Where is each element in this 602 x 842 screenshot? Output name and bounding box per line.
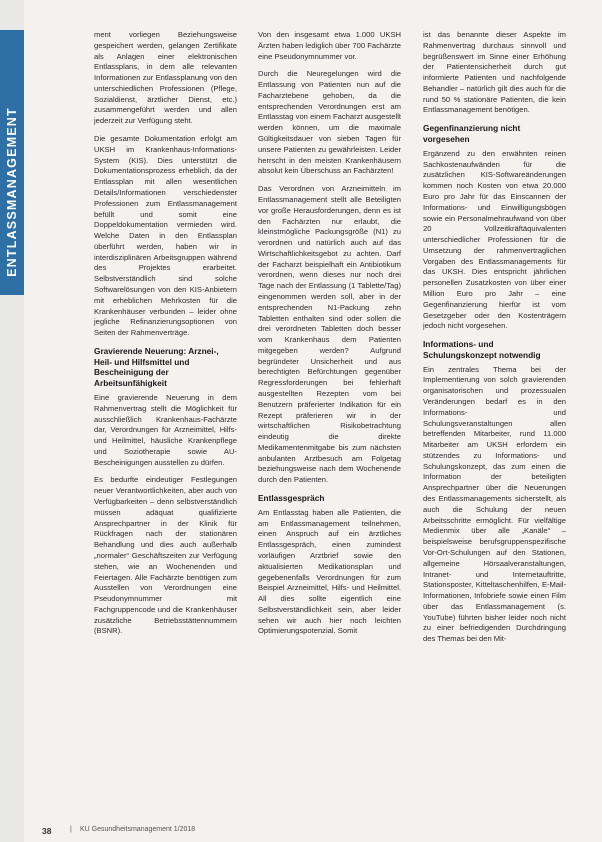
paragraph: ist das benannte dieser Aspekte im Rahmenvertrag durchaus sinnvoll und begrüßenswert im Sinne einer Erhöhung der Patientensicherheit durch gut informierte Patienten und nachfolgende Behandler – natürlich gilt dies auch für die rund 50 % stationäre Patienten, die kein Entlassmanagement benötigen. <box>423 30 566 115</box>
paragraph: Am Entlasstag haben alle Patienten, die am Entlassmanagement teilnehmen, einen Anspruch auf ein ärztliches Entlassgespräch, einen zumindest vorläufigen Arztbrief sowie den aktualisierten Medikationsplan und gegebenenfalls Verordnungen für zum Beispiel Arzneimittel, Hilfs- und Heilmittel. All dies sollte eigentlich eine Selbstverständlichkeit sein, aber leider sehen wir auch hier noch leichten Optimierungspotenzial. Somit <box>258 507 401 636</box>
paragraph: Es bedurfte eindeutiger Festlegungen neuer Verantwortlichkeiten, aber auch von Verfügbarkeiten – denn selbstverständlich müssen adäquat qualifizierte Ansprechpartner in der Klinik für Rückfragen nach der stationären Behandlung und dies auch außerhalb „normaler“ Geschäftszeiten zur Verfügung stehen, wie an Wochenenden und Feiertagen. Alle Fachärzte benötigen zum Ausstellen von Verordnungen eine Pseudonymnummer mit Fachgruppencode und die Krankenhäuser zusätzliche Betriebsstättennummern (BSNR). <box>94 475 237 636</box>
section-label: ENTLASSMANAGEMENT <box>5 107 19 277</box>
paragraph: Die gesamte Dokumentation erfolgt am UKSH im Krankenhaus-Informations-System (KIS). Dies unterstützt die Dokumentationsprozess erheblich, da der Entlassplan mit allen wesentlichen Details/Informationen verschiedenster Professionen zum Entlassmanagement befüllt und somit eine Doppeldokumentation vermieden wird. Welche Daten in den Entlassplan überführt werden, haben wir in interdisziplinären Arbeitsgruppen während des Projektes erarbeitet. Selbstverständlich sind solche Softwarelösungen von den KIS-Anbietern mit erheblichen Mehrkosten für die Krankenhäuser verbunden – leider ohne jegliche Refinanzierungsoptionen von Seiten der Rahmenverträge. <box>94 134 237 338</box>
paragraph: Ergänzend zu den erwähnten reinen Sachkostenaufwänden für die zusätzlichen KIS-Softwareänderungen kommen noch Kosten von etwa 20.000 Euro pro Jahr für das Einscannen der Informations- und Einwilligungsbögen sowie ein Personalmehraufwand von über 20 Vollzeitkräftäquivalenten unterschiedlicher Professionen für die Umsetzung der rahmenvertraglichen Vorgaben des Entlassmanagements für das UKSH. Dies entspricht jährlichen personellen Zusatzkosten von über einer Million Euro pro Jahr – eine Gegenfinanzierung hierfür ist vom Gesetzgeber oder den Kostenträgern jedoch nicht vorgesehen. <box>423 148 566 331</box>
publication-title: KU Gesundheitsmanagement 1/2018 <box>80 826 196 833</box>
paragraph: Von den insgesamt etwa 1.000 UKSH Ärzten haben lediglich über 700 Fachärzte eine Pseudonymnummer vor. <box>258 30 401 61</box>
page-number: 38 <box>42 826 52 836</box>
paragraph: Durch die Neuregelungen wird die Entlassung von Patienten nun auf die Facharztebene gehoben, da die entsprechenden Verordnungen erst am Entlasstag von einem Facharzt ausgestellt werden können, um die maximale Gültigkeitsdauer von sieben Tagen für unsere Patienten zu gewährleisten. Leider herrscht in den meisten Krankenhäusern absolut kein Überschuss an Fachärzten! <box>258 69 401 176</box>
footer-separator: | <box>70 826 72 833</box>
article-column-3 <box>423 30 566 652</box>
section-tab <box>0 30 24 295</box>
page-footer <box>40 826 580 838</box>
sidebar <box>0 0 24 842</box>
section-heading: Gravierende Neuerung: Arznei-, Heil- und Hilfsmittel und Bescheinigung der Arbeitsunfähigkeit <box>94 345 219 389</box>
paragraph: Eine gravierende Neuerung in dem Rahmenvertrag stellt die Möglichkeit für ausschließlich Krankenhaus-Fachärzte dar, Verordnungen für Arzneimittel, Hilfs- und Heilmittel, häusliche Krankenpflege und Soziotherapie sowie AU-Bescheinigungen ausstellen zu dürfen. <box>94 393 237 467</box>
section-heading: Gegenfinanzierung nicht vorgesehen <box>423 123 521 145</box>
article-column-2 <box>258 30 401 644</box>
paragraph: Ein zentrales Thema bei der Implementierung von solch gravierenden organisatorischen und prozessualen Veränderungen bedarf es in den Informations- und Schulungsveranstaltungen allen betreffenden Mitarbeiter, rund 11.000 Mitarbeiter am UKSH erfordern ein stützendes zu Informations- und Schulungskonzept, das zum einen die Information der beteiligten Ansprechpartner über die Neuerungen des Entlassmanagements sicherstellt, als auch die Schulung der neuen Arbeitsschritte ermöglicht. Für vielfältige Medienmix über alle „Kanäle“ – beispielsweise berufsgruppenspezifische Vor-Ort-Schulungen auf den Stationen, allgemeine Hörsaalveranstaltungen, Intranet- und Internetauftritte, Stationsposter, Kitteltaschenhilfen, E-Mail-Informationen, Infobriefe sowie einen Film über das Entlassmanagement (s. YouTube) führten bisher leider noch nicht zu einer befriedigenden Durchdringung des Themas bei den Mit- <box>423 364 566 644</box>
paragraph: ment vorliegen Beziehungsweise gespeichert werden, gelangen Zertifikate als Anlagen einer elektronischen Entlassplans, in dem alle relevanten Informationen zur Entlassplanung von den unterschiedlichen Professionen (Pflege, Sozialdienst, ärztlicher Dienst, etc.) zusammengeführt werden und allen jederzeit zur Verfügung steht. <box>94 30 237 126</box>
section-heading: Entlassgespräch <box>258 493 325 504</box>
article-column-1 <box>94 30 237 644</box>
paragraph: Das Verordnen von Arzneimitteln im Entlassmanagement stellt alle Beteiligten vor große Herausforderungen, denn es ist den Fachärzten nur erlaubt, die kleinstmögliche Packungsgröße (N1) zu verordnen und natürlich auch auf das Wirtschaftlichkeitsgebot zu achten. Darf der Facharzt beispielhaft ein Antibiotikum verordnen, wenn dieses nur noch drei Tage nach der Entlassung (1 Tablette/Tag) eingenommen werden soll, aber in der entsprechenden N1-Packung zehn Tabletten enthalten sind oder sollen die drei verordneten Tabletten doch besser vom Krankenhaus dem Patienten mitgegeben werden? Aufgrund begründeter Unsicherheit und aus berechtigten Befürchtungen gegenüber Regressforderungen bei fehlerhaft ausgestellten Rezepten vom bei Benutzern präferierter Indikation für ein Rezept präferieren wir in der wirtschaftlichen Risikobetrachtung eindeutig die direkte Medikamentenmitgabe bis zum nächsten anbulanten Arztbesuch am Folgetag beziehungsweise nach dem Wochenende durch den Patienten. <box>258 184 401 485</box>
section-heading: Informations- und Schulungskonzept notwendig <box>423 339 541 360</box>
